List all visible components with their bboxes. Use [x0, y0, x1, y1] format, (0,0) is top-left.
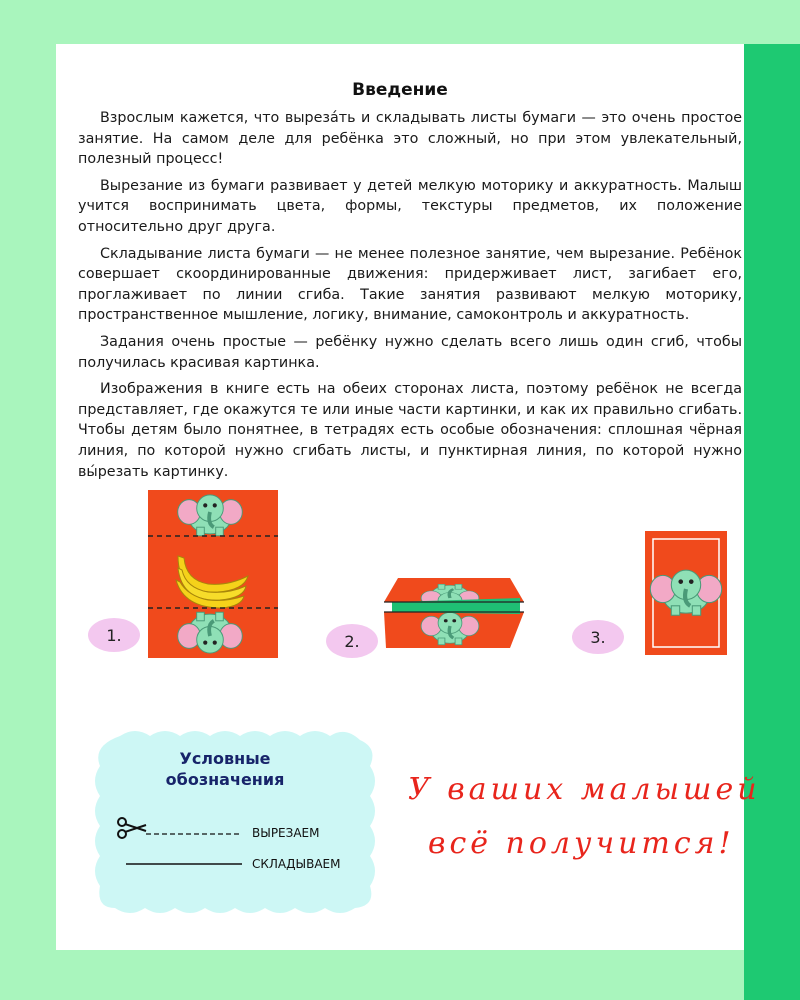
intro-paragraph: Взрослым кажется, что вырезáть и складывать листы бумаги — это очень простое занятие. На самом деле для ребёнка это сложный, но при этом увлекательный, полезный процесс! — [78, 110, 742, 168]
intro-paragraph: Вырезание из бумаги развивает у детей мелкую моторику и аккуратность. Малыш учится воспринимать цвета, формы, текстуры предметов, их положение относительно друг друга. — [78, 177, 742, 235]
step-badge: 3. — [572, 620, 624, 654]
intro-title: Введение — [352, 80, 448, 100]
intro-paragraph: Изображения в книге есть на обеих сторонах листа, поэтому ребёнок не всегда представляет, где окажутся те или иные части картинки, и как их правильно сгибать. Чтобы детям было понятнее, в тетрадях есть особые обозначения: сплошная чёрная линия, по которой нужно сгибать листы, и пунктирная линия, по которой нужно вы́резать картинку. — [78, 381, 742, 480]
side-bar — [744, 44, 800, 1000]
step-badge: 1. — [88, 618, 140, 652]
cut-line — [146, 832, 242, 836]
step-badge: 2. — [326, 624, 378, 658]
intro-paragraph: Задания очень простые — ребёнку нужно сделать всего лишь один сгиб, чтобы получилась красивая картинка. — [78, 333, 742, 371]
promo-line-2: всё получится! — [428, 826, 735, 861]
legend-title: Условные обозначения — [165, 749, 285, 789]
cut-label: ВЫРЕЗАЕМ — [252, 826, 320, 840]
scissors-icon — [116, 816, 148, 840]
promo-line-1: У ваших малышей — [408, 772, 761, 807]
intro-paragraph: Складывание листа бумаги — не менее полезное занятие, чем вырезание. Ребёнок совершает скоординированные движения: придерживает лист, загибает его, проглаживает по линии сгиба. Такие занятия развивают мелкую моторику, пространственное мышление, логику, внимание, самоконтроль и аккуратность. — [78, 245, 742, 324]
intro-text — [78, 108, 742, 488]
step-3-card — [645, 531, 727, 655]
fold-line — [126, 862, 242, 866]
step-1-card — [148, 490, 278, 658]
step-2-card — [378, 568, 528, 652]
fold-label: СКЛАДЫВАЕМ — [252, 857, 341, 871]
